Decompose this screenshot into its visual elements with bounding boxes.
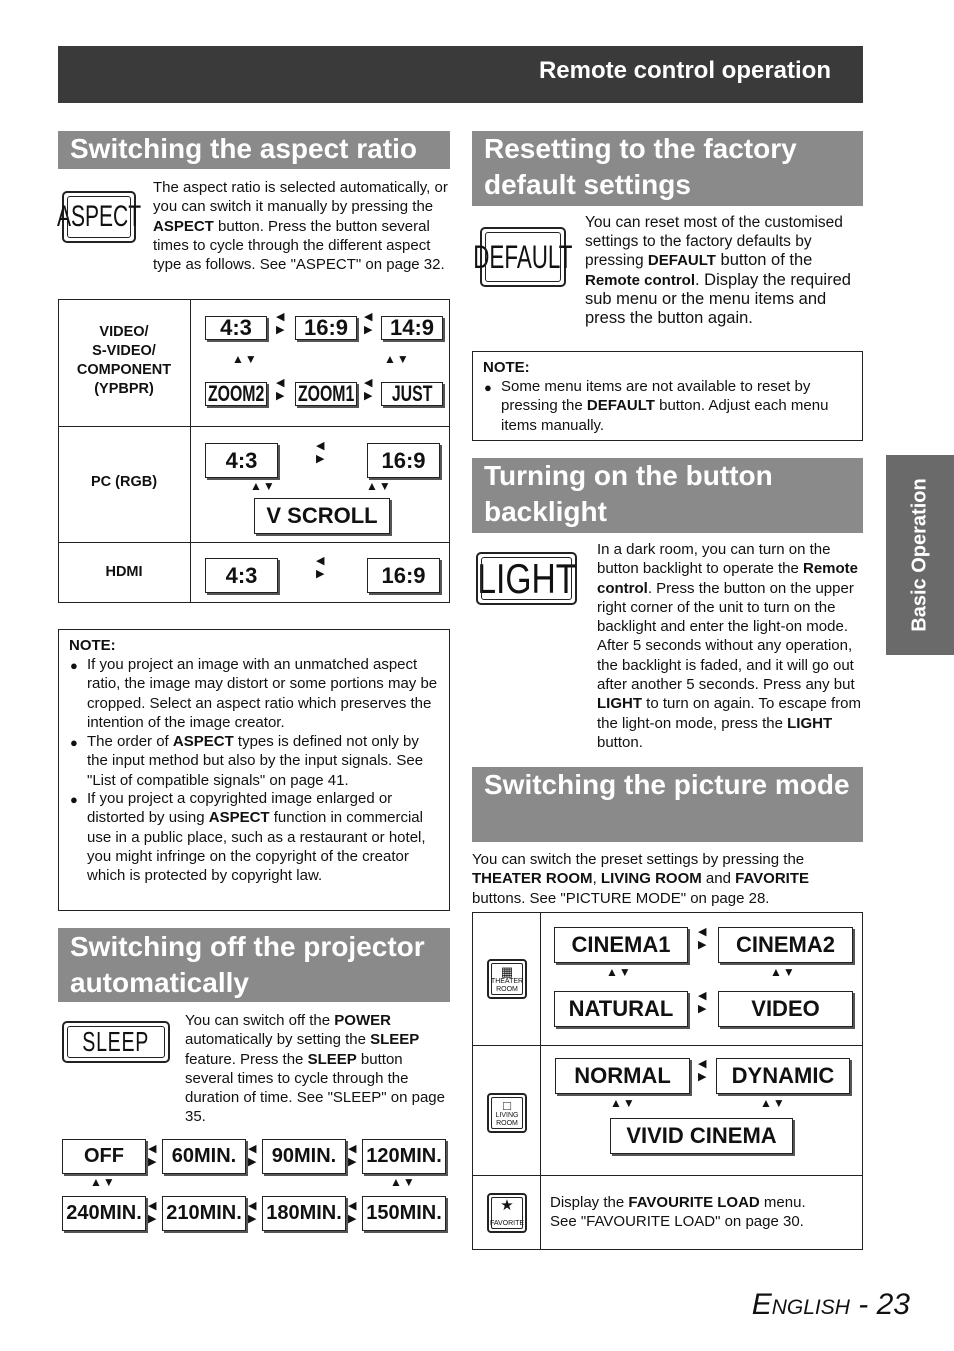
header-bar [58,46,863,103]
picture-option: VIVID CINEMA [610,1118,793,1154]
cycle-arrows: ▲▼ [232,352,258,366]
cycle-arrows: ◀ ▶ [316,555,325,580]
picture-option: NORMAL [555,1058,690,1094]
cycle-arrows: ◀ ▶ [348,1143,357,1168]
cycle-arrows: ▲▼ [390,1175,416,1189]
aspect-note-box: NOTE: ● If you project an image with an unmatched aspect ratio, the image may distort or some portions may be cropped. Select an aspect ratio which preserves the intention of the image creator. ● The order of ASPECT types is defined not only by the input method but also by the input signals. See "List of compatible signals" on page 41. ● If you project a copyrighted image enlarged or distorted by using ASPECT function in commercial use in a public place, such as a restaurant or hotel, you might infringe on the copyright of the creator which is protected by copyright law. [58,629,450,911]
sleep-description: You can switch off the POWER automatically by setting the SLEEP feature. Press the SLEEP button several times to cycle through the duration of time. See "SLEEP" on page 35. [185,1012,445,1126]
section-heading-picture: Switching the picture mode [472,767,863,842]
cycle-arrows: ▲▼ [384,352,410,366]
aspect-option: 16:9 [295,316,357,340]
cycle-arrows: ▲▼ [606,965,632,979]
page-number: English - 23 [751,1288,910,1321]
aspect-option: 4:3 [205,558,278,593]
cycle-arrows: ◀ ▶ [316,440,325,465]
picture-option: CINEMA2 [718,927,853,963]
row-label-pc: PC (RGB) [90,474,158,490]
favorite-icon: ★ FAVORITE [487,1193,527,1233]
picture-option: CINEMA1 [554,927,688,963]
aspect-option: JUST [381,382,443,406]
reset-description: You can reset most of the customised settings to the factory defaults by pressing DEFAULT button of the Remote control. Display the required sub menu or the menu items and press the button again. [585,214,851,328]
aspect-option: 16:9 [367,558,440,593]
sleep-option: 210MIN. [162,1196,246,1231]
aspect-option: 14:9 [381,316,443,340]
section-heading-backlight: Turning on the button backlight [472,458,863,533]
picture-option: NATURAL [554,991,688,1027]
sleep-button-icon: SLEEP [62,1021,170,1063]
side-tab: Basic Operation [886,455,954,655]
aspect-option: V SCROLL [254,498,390,534]
aspect-description: The aspect ratio is selected automatically, or you can switch it manually by pressing the ASPECT button. Press the button several times to cycle through the different aspect type as follows. See "ASPECT" on page 32. [153,179,448,274]
living-room-icon: □ LIVING ROOM [487,1093,527,1133]
cycle-arrows: ▲▼ [760,1096,786,1110]
cycle-arrows: ◀ ▶ [276,377,285,402]
sleep-option: 150MIN. [362,1196,446,1231]
section-heading-reset: Resetting to the factory default settings [472,131,863,206]
default-button-icon: DEFAULT [480,227,566,287]
cycle-arrows: ◀ ▶ [148,1200,157,1225]
sleep-option: OFF [62,1139,146,1174]
cycle-arrows: ▲▼ [770,965,796,979]
backlight-description: In a dark room, you can turn on the button backlight to operate the Remote control. Press the button on the upper right corner of the unit to turn on the backlight and enter the light-on mode. After 5 seconds without any operation, the backlight is faded, and it will go out after another 5 seconds. Press any but LIGHT to turn on again. To escape from the light-on mode, press the LIGHT button. [597,541,862,751]
cycle-arrows: ▲▼ [610,1096,636,1110]
cycle-arrows: ◀ ▶ [698,926,707,951]
note-title: NOTE: [69,637,116,654]
cycle-arrows: ◀ ▶ [698,990,707,1015]
note-item: The order of ASPECT types is defined not only by the input method but also by the input signals. See "List of compatible signals" on page 41. [87,733,424,789]
row-label-video: VIDEO/ S-VIDEO/ COMPONENT (YPBPR) [76,324,172,397]
aspect-option: 4:3 [205,316,267,340]
reset-note-box: NOTE: ● Some menu items are not available to reset by pressing the DEFAULT button. Adjust each menu items manually. [472,351,863,441]
picture-description: You can switch the preset settings by pressing the THEATER ROOM, LIVING ROOM and FAVORITE buttons. See "PICTURE MODE" on page 28. [472,851,810,907]
favorite-description: Display the FAVOURITE LOAD menu. See "FAVOURITE LOAD" on page 30. [550,1194,806,1231]
picture-option: VIDEO [718,991,853,1027]
light-button-icon: LIGHT [476,552,577,605]
theater-room-icon: ▦ THEATER ROOM [487,959,527,999]
row-label-hdmi: HDMI [105,564,143,580]
aspect-option: 16:9 [367,443,440,478]
aspect-option: ZOOM1 [295,382,357,406]
picture-option: DYNAMIC [716,1058,850,1094]
cycle-arrows: ◀ ▶ [348,1200,357,1225]
cycle-arrows: ▲▼ [250,479,276,493]
sleep-option: 120MIN. [362,1139,446,1174]
sleep-option: 240MIN. [62,1196,146,1231]
note-item: If you project a copyrighted image enlarged or distorted by using ASPECT function in commercial use in a public place, such as a restaurant or hotel, you might infringe on the copyright of the creator which is protected by copyright law. [87,790,426,885]
section-heading-aspect: Switching the aspect ratio [58,131,450,169]
sleep-option: 90MIN. [262,1139,346,1174]
cycle-arrows: ◀ ▶ [276,311,285,336]
section-heading-sleep: Switching off the projector automatically [58,928,450,1002]
sleep-option: 60MIN. [162,1139,246,1174]
cycle-arrows: ▲▼ [90,1175,116,1189]
aspect-option: ZOOM2 [205,382,267,406]
sleep-option: 180MIN. [262,1196,346,1231]
cycle-arrows: ◀ ▶ [364,377,373,402]
aspect-option: 4:3 [205,443,278,478]
cycle-arrows: ◀ ▶ [248,1143,257,1168]
note-title: NOTE: [483,359,530,376]
header-title: Remote control operation [538,57,831,84]
cycle-arrows: ▲▼ [366,479,392,493]
note-item: If you project an image with an unmatched aspect ratio, the image may distort or some portions may be cropped. Select an aspect ratio which preserves the intention of the image creator. [87,656,438,731]
cycle-arrows: ◀ ▶ [698,1058,707,1083]
cycle-arrows: ◀ ▶ [248,1200,257,1225]
cycle-arrows: ◀ ▶ [148,1143,157,1168]
note-item: Some menu items are not available to reset by pressing the DEFAULT button. Adjust each menu items manually. [501,378,829,434]
aspect-button-icon: ASPECT [62,191,136,243]
cycle-arrows: ◀ ▶ [364,311,373,336]
